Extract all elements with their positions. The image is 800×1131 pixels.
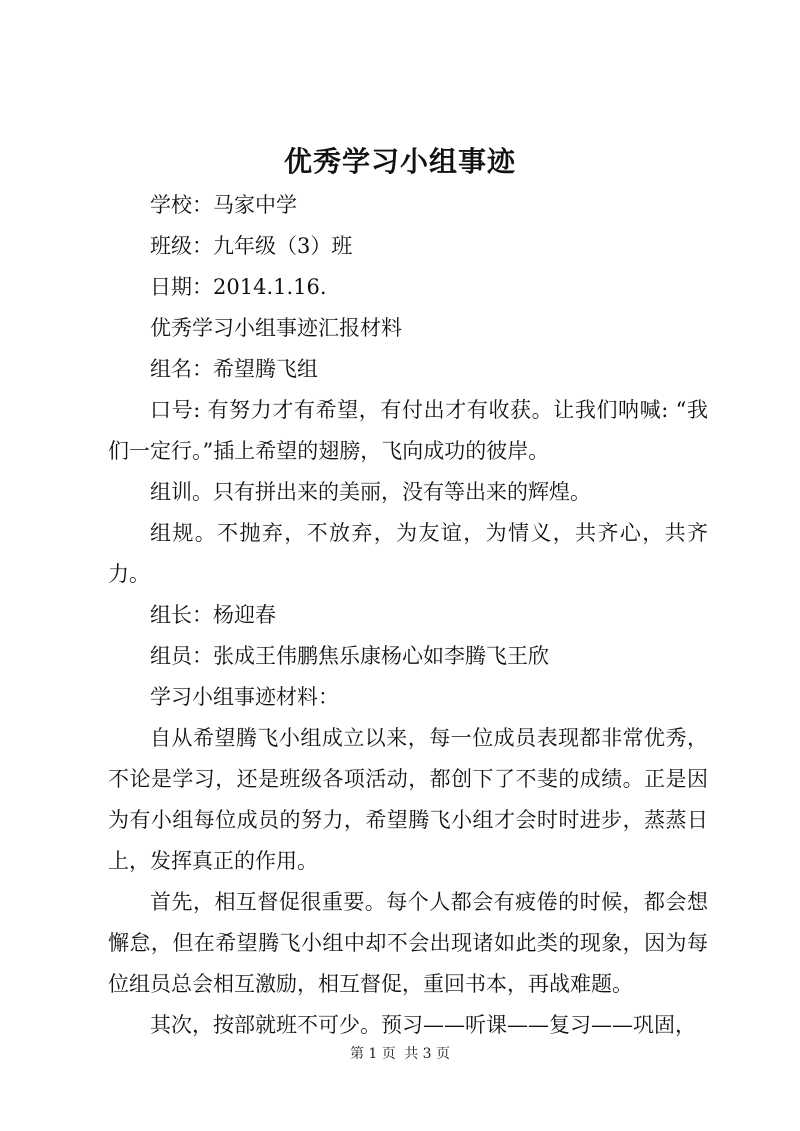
school-line: 学校：马家中学: [150, 193, 297, 217]
rules-paragraph: 组规。不抛弃，不放弃，为友谊，为情义，共齐心，共齐力。: [108, 521, 708, 586]
page-number: 第 1 页: [349, 1046, 396, 1062]
page-footer: [0, 1044, 800, 1064]
motto-paragraph: 组训。只有拼出来的美丽，没有等出来的辉煌。: [150, 480, 591, 504]
intro-paragraph: 自从希望腾飞小组成立以来，每一位成员表现都非常优秀，不论是学习，还是班级各项活动，都创下了不斐的成绩。正是因为有小组每位成员的努力，希望腾飞小组才会时时进步，蒸蒸日上，发挥真正的作用。: [108, 726, 708, 873]
report-heading: 优秀学习小组事迹汇报材料: [150, 316, 402, 340]
group-name-line: 组名：希望腾飞组: [150, 357, 318, 381]
members-line: 组员：张成王伟鹏焦乐康杨心如李腾飞王欣: [150, 644, 549, 668]
class-line: 班级：九年级（3）班: [150, 234, 353, 258]
document-title: 优秀学习小组事迹: [283, 145, 516, 178]
materials-heading: 学习小组事迹材料：: [150, 685, 339, 709]
date-line: 日期：2014.1.16.: [150, 275, 327, 299]
page-total: 共 3 页: [404, 1046, 451, 1062]
second-point-paragraph: 其次，按部就班不可少。预习——听课——复习——巩固，: [150, 1013, 696, 1037]
document-body: [108, 185, 708, 1046]
first-point-paragraph: 首先，相互督促很重要。每个人都会有疲倦的时候，都会想懈怠，但在希望腾飞小组中却不会出现诸如此类的现象，因为每位组员总会相互激励，相互督促，重回书本，再战难题。: [108, 890, 708, 996]
leader-line: 组长：杨迎春: [150, 603, 276, 627]
slogan-paragraph: 口号: 有努力才有希望，有付出才有收获。让我们呐喊: “我们一定行。”插上希望的翅膀，飞向成功的彼岸。: [108, 398, 708, 463]
